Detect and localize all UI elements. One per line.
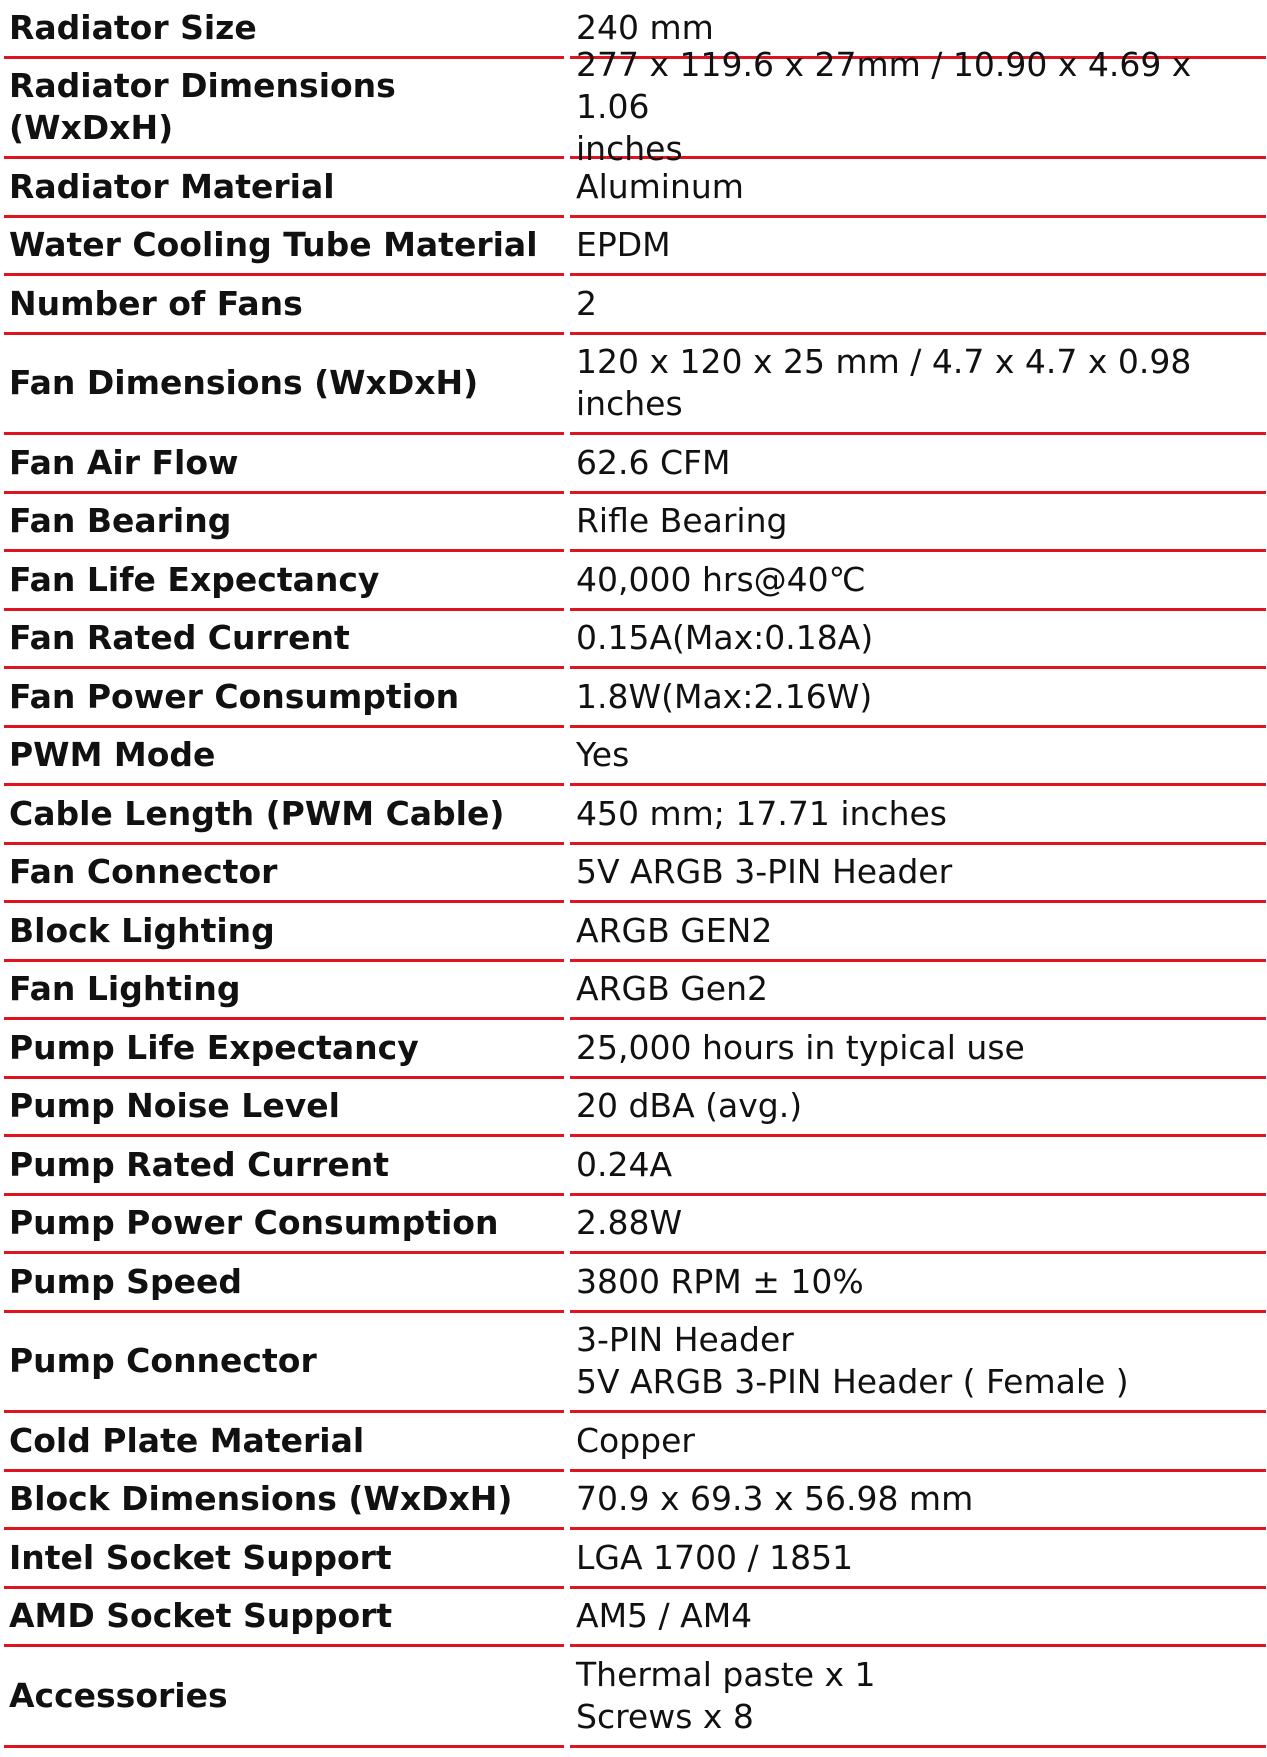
spec-label: Pump Rated Current xyxy=(4,1137,564,1196)
spec-label: Fan Dimensions (WxDxH) xyxy=(4,335,564,436)
spec-row-intel-socket-support xyxy=(0,1530,1267,1589)
spec-value: 0.24A xyxy=(570,1137,1266,1196)
spec-value: 3-PIN Header 5V ARGB 3-PIN Header ( Female ) xyxy=(570,1313,1266,1414)
spec-row-block-dimensions xyxy=(0,1472,1267,1531)
spec-row-cable-length xyxy=(0,786,1267,845)
spec-row-pump-speed xyxy=(0,1254,1267,1313)
spec-row-number-of-fans xyxy=(0,276,1267,335)
spec-label: Radiator Dimensions (WxDxH) xyxy=(4,59,564,160)
spec-value: Copper xyxy=(570,1413,1266,1472)
spec-value: 5V ARGB 3-PIN Header xyxy=(570,845,1266,904)
spec-value: 2.88W xyxy=(570,1196,1266,1255)
spec-row-fan-rated-current xyxy=(0,611,1267,670)
spec-label: Cold Plate Material xyxy=(4,1413,564,1472)
spec-label: AMD Socket Support xyxy=(4,1589,564,1648)
spec-row-pump-rated-current xyxy=(0,1137,1267,1196)
spec-value: AM5 / AM4 xyxy=(570,1589,1266,1648)
spec-value: 2 xyxy=(570,276,1266,335)
spec-value: EPDM xyxy=(570,218,1266,277)
spec-value: LGA 1700 / 1851 xyxy=(570,1530,1266,1589)
spec-label: Number of Fans xyxy=(4,276,564,335)
spec-label: Fan Bearing xyxy=(4,494,564,553)
spec-label: Fan Connector xyxy=(4,845,564,904)
spec-row-cold-plate-material xyxy=(0,1413,1267,1472)
spec-value: Yes xyxy=(570,728,1266,787)
spec-row-radiator-material xyxy=(0,159,1267,218)
spec-value: 277 x 119.6 x 27mm / 10.90 x 4.69 x 1.06 inches xyxy=(570,59,1266,160)
spec-value: 3800 RPM ± 10% xyxy=(570,1254,1266,1313)
spec-label: Accessories xyxy=(4,1647,564,1748)
spec-label: Pump Life Expectancy xyxy=(4,1020,564,1079)
spec-label: PWM Mode xyxy=(4,728,564,787)
spec-value: Thermal paste x 1 Screws x 8 xyxy=(570,1647,1266,1748)
spec-value: Aluminum xyxy=(570,159,1266,218)
spec-row-pump-noise-level xyxy=(0,1079,1267,1138)
spec-value: 450 mm; 17.71 inches xyxy=(570,786,1266,845)
spec-label: Intel Socket Support xyxy=(4,1530,564,1589)
spec-row-pump-power-consumption xyxy=(0,1196,1267,1255)
spec-row-fan-life-expectancy xyxy=(0,552,1267,611)
spec-label: Pump Noise Level xyxy=(4,1079,564,1138)
spec-value: 240 mm xyxy=(570,0,1266,59)
spec-value: 70.9 x 69.3 x 56.98 mm xyxy=(570,1472,1266,1531)
spec-row-pump-connector xyxy=(0,1313,1267,1414)
spec-label: Fan Life Expectancy xyxy=(4,552,564,611)
spec-label: Fan Air Flow xyxy=(4,435,564,494)
spec-value: 1.8W(Max:2.16W) xyxy=(570,669,1266,728)
spec-row-fan-bearing xyxy=(0,494,1267,553)
spec-label: Radiator Size xyxy=(4,0,564,59)
spec-value: 20 dBA (avg.) xyxy=(570,1079,1266,1138)
spec-label: Pump Connector xyxy=(4,1313,564,1414)
spec-row-fan-lighting xyxy=(0,962,1267,1021)
spec-label: Fan Lighting xyxy=(4,962,564,1021)
spec-row-fan-dimensions xyxy=(0,335,1267,436)
spec-label: Block Dimensions (WxDxH) xyxy=(4,1472,564,1531)
spec-label: Pump Speed xyxy=(4,1254,564,1313)
spec-row-amd-socket-support xyxy=(0,1589,1267,1648)
spec-row-accessories xyxy=(0,1647,1267,1748)
spec-row-fan-power-consumption xyxy=(0,669,1267,728)
spec-row-block-lighting xyxy=(0,903,1267,962)
spec-label: Block Lighting xyxy=(4,903,564,962)
spec-value: 0.15A(Max:0.18A) xyxy=(570,611,1266,670)
spec-row-pwm-mode xyxy=(0,728,1267,787)
spec-value: ARGB GEN2 xyxy=(570,903,1266,962)
spec-row-radiator-dimensions xyxy=(0,45,1267,169)
spec-value: 40,000 hrs@40℃ xyxy=(570,552,1266,611)
spec-label: Fan Power Consumption xyxy=(4,669,564,728)
spec-value: 120 x 120 x 25 mm / 4.7 x 4.7 x 0.98 inches xyxy=(570,335,1266,436)
spec-value: Rifle Bearing xyxy=(570,494,1266,553)
spec-label: Cable Length (PWM Cable) xyxy=(4,786,564,845)
spec-row-fan-air-flow xyxy=(0,435,1267,494)
spec-value: ARGB Gen2 xyxy=(570,962,1266,1021)
spec-row-fan-connector xyxy=(0,845,1267,904)
spec-label: Fan Rated Current xyxy=(4,611,564,670)
spec-row-pump-life-expectancy xyxy=(0,1020,1267,1079)
spec-label: Water Cooling Tube Material xyxy=(4,218,564,277)
spec-row-tube-material xyxy=(0,218,1267,277)
spec-value: 62.6 CFM xyxy=(570,435,1266,494)
spec-label: Pump Power Consumption xyxy=(4,1196,564,1255)
spec-label: Radiator Material xyxy=(4,159,564,218)
spec-value: 25,000 hours in typical use xyxy=(570,1020,1266,1079)
